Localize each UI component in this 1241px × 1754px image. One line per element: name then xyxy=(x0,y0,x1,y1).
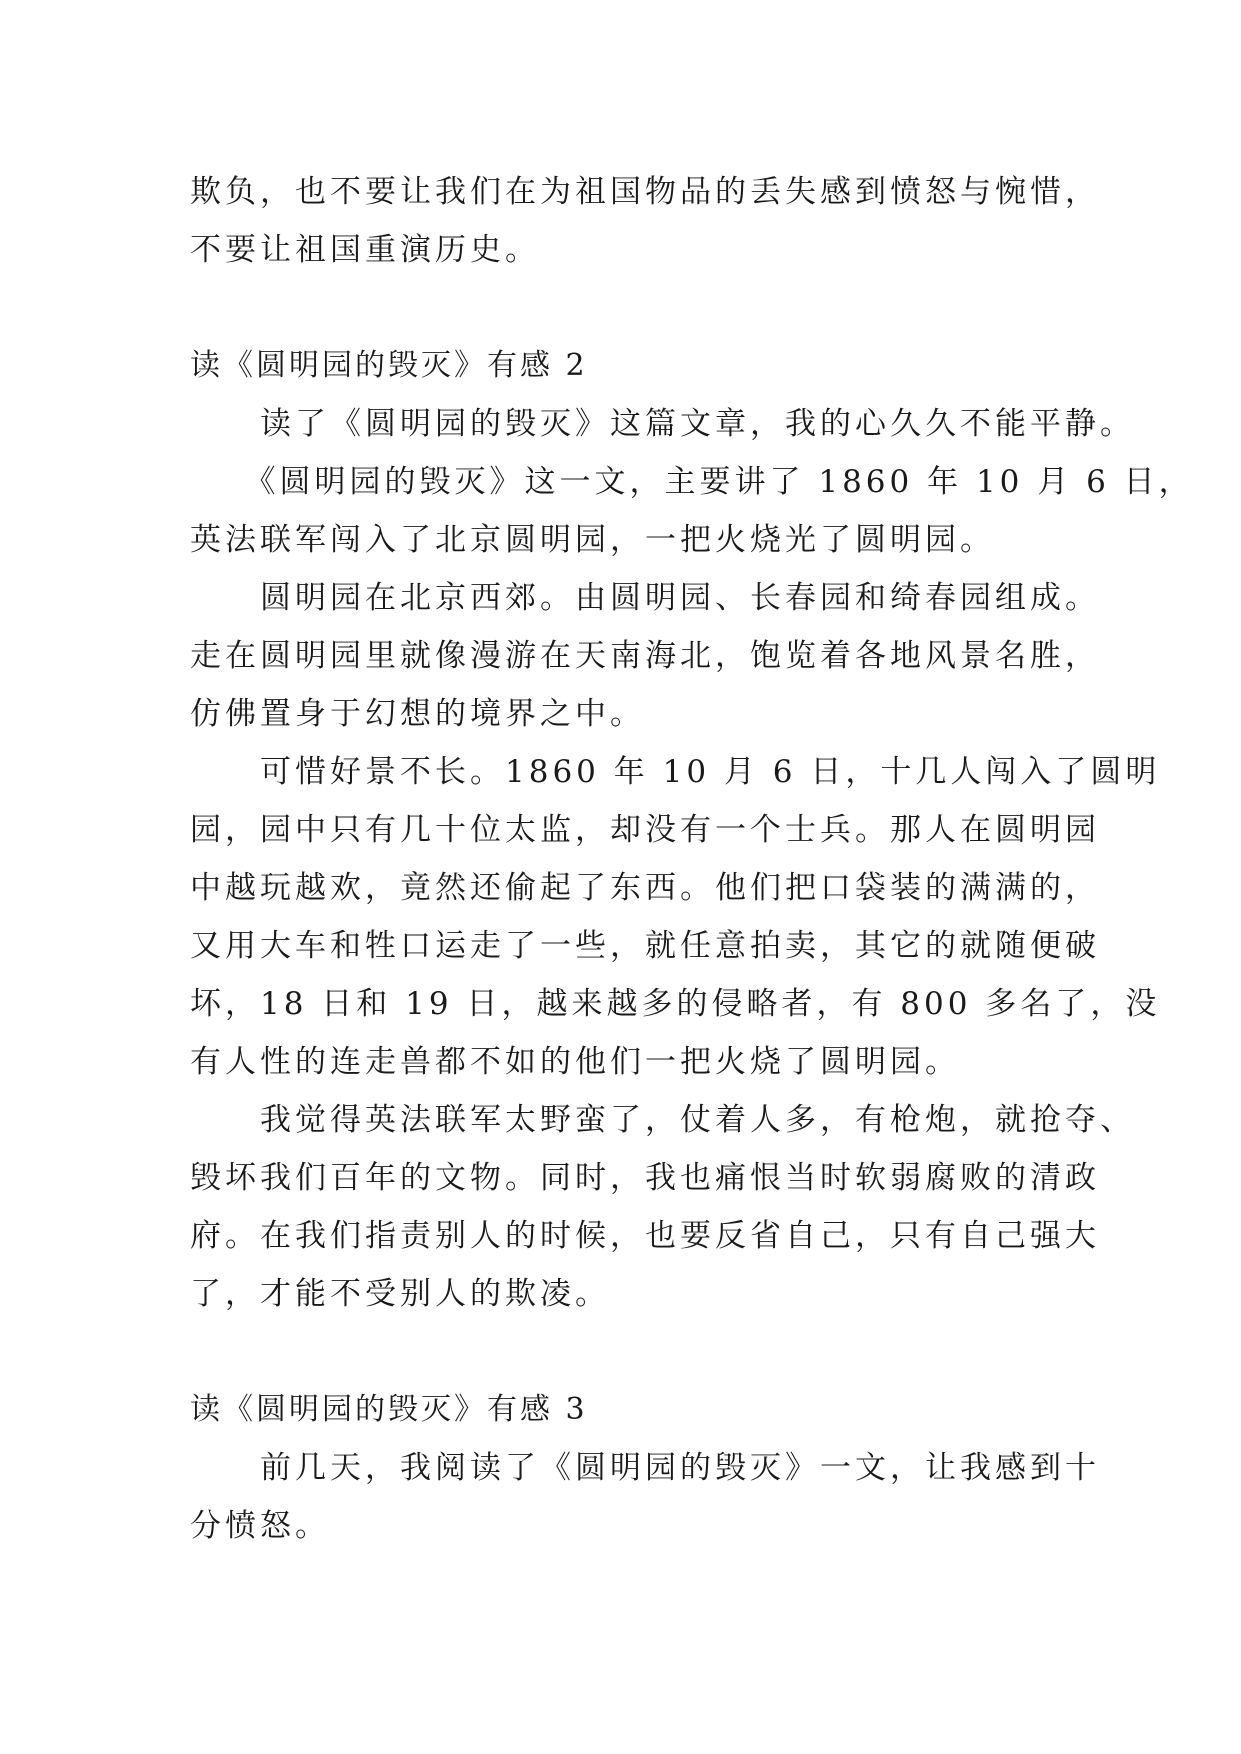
paragraph-line: 分愤怒。 xyxy=(190,1508,330,1544)
paragraph-line: 有人性的连走兽都不如的他们一把火烧了圆明园。 xyxy=(190,1044,960,1080)
paragraph-line: 可惜好景不长。1860 年 10 月 6 日，十几人闯入了圆明 xyxy=(190,754,1161,790)
paragraph-line: 中越玩越欢，竟然还偷起了东西。他们把口袋装的满满的， xyxy=(190,870,1100,906)
paragraph-line: 不要让祖国重演历史。 xyxy=(190,232,540,268)
paragraph-line: 前几天，我阅读了《圆明园的毁灭》一文，让我感到十 xyxy=(190,1450,1100,1486)
section-spacer xyxy=(190,1323,1070,1381)
paragraph-line: 仿佛置身于幻想的境界之中。 xyxy=(190,696,645,732)
paragraph-line: 圆明园在北京西郊。由圆明园、长春园和绮春园组成。 xyxy=(190,580,1100,616)
section-spacer xyxy=(190,279,1070,337)
paragraph-line: 毁坏我们百年的文物。同时，我也痛恨当时软弱腐败的清政 xyxy=(190,1160,1100,1196)
paragraph-line: 欺负，也不要让我们在为祖国物品的丢失感到愤怒与惋惜， xyxy=(190,174,1100,210)
paragraph-line: 坏，18 日和 19 日，越来越多的侵略者，有 800 多名了，没 xyxy=(190,986,1161,1022)
paragraph-line: 我觉得英法联军太野蛮了，仗着人多，有枪炮，就抢夺、 xyxy=(190,1102,1135,1138)
paragraph-line: 园，园中只有几十位太监，却没有一个士兵。那人在圆明园 xyxy=(190,812,1100,848)
paragraph-line: 读了《圆明园的毁灭》这篇文章，我的心久久不能平静。 xyxy=(190,406,1135,442)
section-heading-3: 读《圆明园的毁灭》有感 3 xyxy=(190,1392,588,1427)
paragraph-line: 府。在我们指责别人的时候，也要反省自己，只有自己强大 xyxy=(190,1218,1100,1254)
document-body xyxy=(190,163,1194,1555)
paragraph-line: 英法联军闯入了北京圆明园，一把火烧光了圆明园。 xyxy=(190,522,995,558)
paragraph-line: 《圆明园的毁灭》这一文，主要讲了 1860 年 10 月 6 日， xyxy=(190,464,1194,500)
section-heading-2: 读《圆明园的毁灭》有感 2 xyxy=(190,348,588,383)
paragraph-line: 走在圆明园里就像漫游在天南海北，饱览着各地风景名胜， xyxy=(190,638,1100,674)
paragraph-line: 了，才能不受别人的欺凌。 xyxy=(190,1276,610,1312)
paragraph-line: 又用大车和牲口运走了一些，就任意拍卖，其它的就随便破 xyxy=(190,928,1100,964)
